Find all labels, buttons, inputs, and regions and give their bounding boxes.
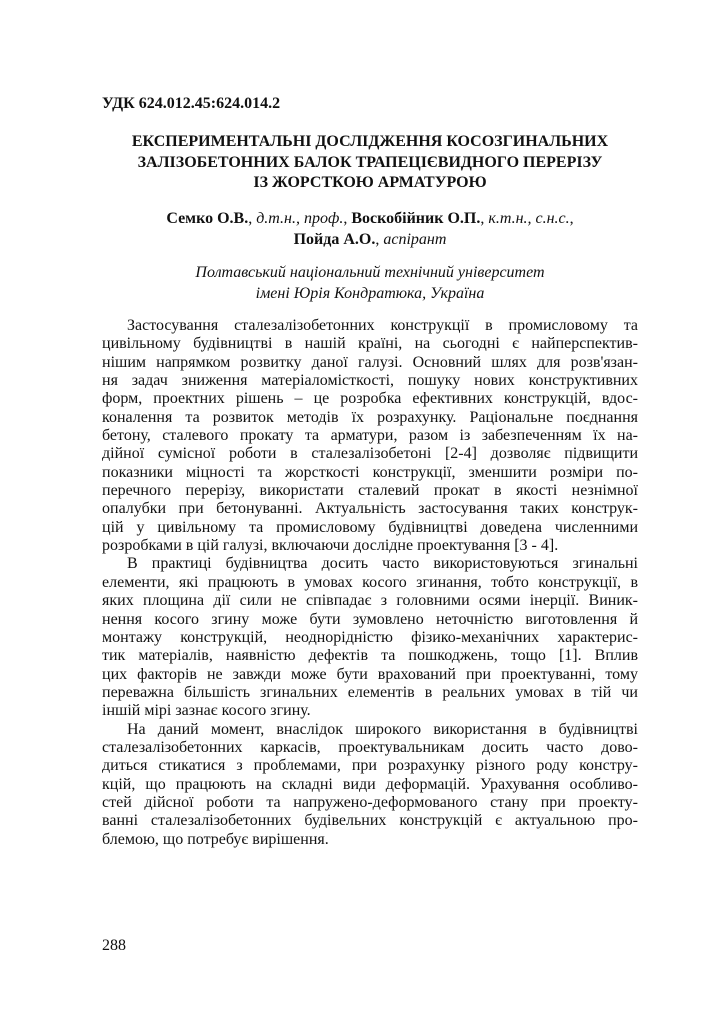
text-line: Застосування сталезалізобетонних конструкції в промисловому та (127, 317, 638, 334)
authors: Семко О.В., д.т.н., проф., Воскобійник О.П., к.т.н., с.н.с., Пойда А.О., аспірант (166, 210, 574, 248)
text-line: тик матеріалів, наявністю дефектів та пошкоджень, тощо [1]. Вплив (102, 647, 638, 665)
author-title: аспірант (383, 231, 447, 248)
article-title (90, 132, 650, 194)
udc-code: УДК 624.012.45:624.014.2 (102, 95, 281, 112)
author-title: д.т.н., проф. (256, 210, 344, 227)
text-line: бетону, сталевого прокату та арматури, разом із забезпеченням їх на- (102, 427, 638, 445)
paragraph (102, 721, 638, 849)
title-line: ЗАЛІЗОБЕТОННИХ БАЛОК ТРАПЕЦІЄВИДНОГО ПЕРЕРІЗУ (137, 153, 603, 171)
title-line: ІЗ ЖОРСТКОЮ АРМАТУРОЮ (253, 174, 487, 191)
affiliation-line: імені Юрія Кондратюка, Україна (255, 285, 485, 302)
text-line: сталезалізобетонних каркасів, проектувальникам досить часто дово- (102, 738, 638, 756)
text-line: яких площина дії сили не співпадає з головними осями інерції. Виник- (102, 592, 638, 610)
author-name: Пойда А.О. (293, 231, 376, 248)
text-line: розробками в цій галузі, включаючи дослідне проектування [3 - 4]. (102, 537, 559, 555)
affiliation (90, 262, 650, 304)
text-line: показники міцності та жорсткості конструкції, зменшити розміри по- (102, 463, 638, 481)
text-line: стей дійсної роботи та напружено-деформованого стану при проекту- (102, 793, 638, 811)
affiliation-line: Полтавський національний технічний університет (195, 264, 545, 281)
text-line: елементи, які працюють в умовах косого згинання, тобто конструкції, в (102, 573, 638, 591)
text-line: монтажу конструкцій, неоднорідністю фізико-механічних характерис- (102, 628, 638, 646)
text-line: В практиці будівництва досить часто використовуються згинальні (127, 555, 638, 573)
text-line: коналення та розвиток методів їх розрахунку. Раціональне поєднання (102, 408, 638, 426)
text-line: цивільному будівництві в нашій країні, на сьогодні є найперспектив- (102, 335, 638, 353)
text-line: диться стикатися з проблемами, при розрахунку різного роду констру- (102, 757, 638, 775)
author-name: Семко О.В. (166, 210, 249, 227)
text-line: форм, проектних рішень – це розробка ефективних конструкцій, вдос- (102, 390, 638, 408)
body-text (102, 317, 638, 849)
text-line: На даний момент, внаслідок широкого використання в будівництві (127, 720, 638, 738)
paragraph (102, 317, 638, 555)
text-line: блемою, що потребує вирішення. (102, 830, 329, 848)
text-line: ванні сталезалізобетонних будівельних конструкцій є актуальною про- (102, 812, 638, 830)
text-line: цій у цивільному та промисловому будівництві доведена численними (102, 518, 638, 536)
text-line: нішим напрямком розвитку даної галузі. Основний шлях для розв'язан- (102, 353, 638, 371)
author-name: Воскобійник О.П. (351, 210, 481, 227)
text-line: кцій, що працюють на складні види деформацій. Урахування особливо- (102, 775, 638, 793)
text-line: опалубки при бетонуванні. Актуальність застосування таких конструк- (102, 500, 638, 518)
text-line: переважна більшість згинальних елементів в реальних умовах в тій чи (102, 683, 638, 701)
text-line: ня задач зниження матеріаломісткості, пошуку нових конструктивних (102, 372, 638, 390)
text-line: нення косого згину може бути зумовлено неточністю виготовлення й (102, 610, 638, 628)
text-line: іншій мірі зазнає косого згину. (102, 702, 311, 720)
paragraph (102, 555, 638, 720)
text-line: перечного перерізу, використати сталевий прокат в якості незнімної (102, 482, 638, 500)
page-number: 288 (102, 937, 126, 954)
text-line: цих факторів не завжди може бути врахований при проектуванні, тому (102, 665, 638, 683)
title-line: ЕКСПЕРИМЕНТАЛЬНІ ДОСЛІДЖЕННЯ КОСОЗГИНАЛЬНИХ (131, 133, 609, 150)
text-line: дійної сумісної роботи в сталезалізобетоні [2-4] дозволяє підвищити (102, 445, 638, 463)
author-title: к.т.н., с.н.с. (488, 210, 570, 227)
